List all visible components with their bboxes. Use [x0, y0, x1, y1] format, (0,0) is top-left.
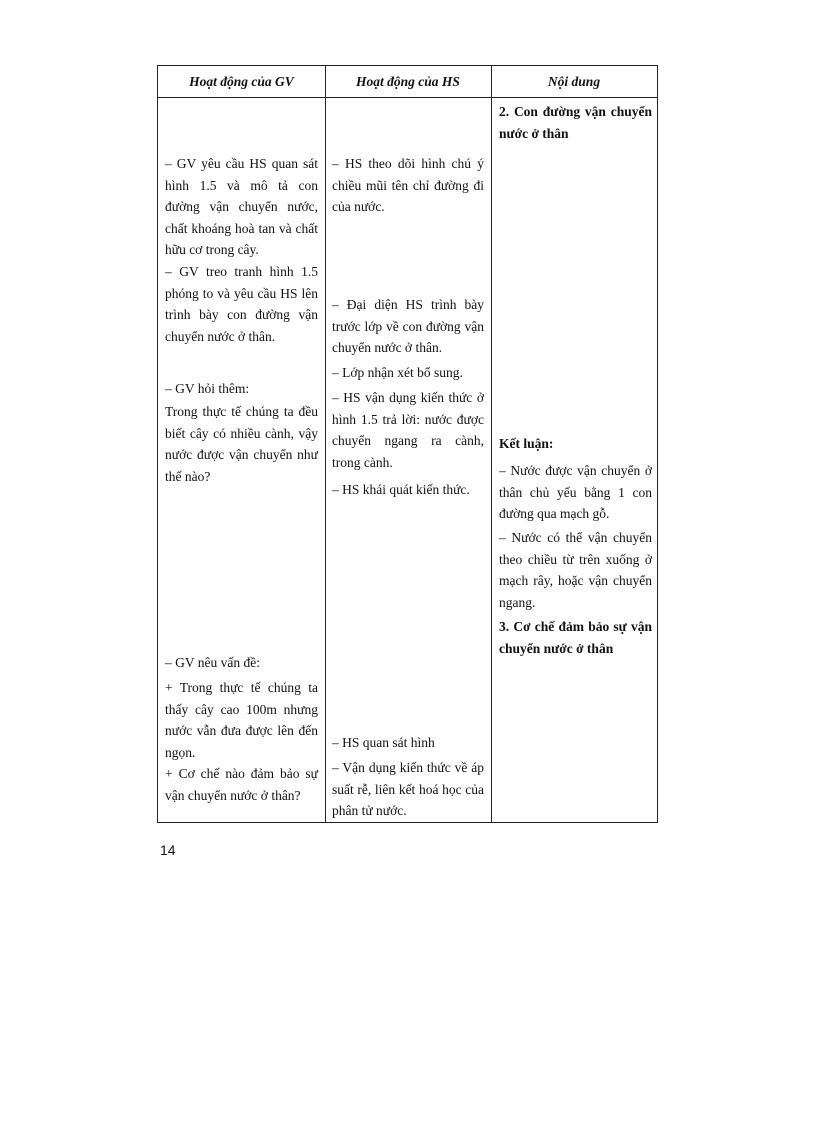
hs-activity: – HS quan sát hình	[332, 735, 435, 750]
section-heading: 3. Cơ chế đảm bảo sự vận chuyển nước ở thân	[499, 619, 652, 656]
hs-activity: – Lớp nhận xét bổ sung.	[332, 365, 463, 380]
column-divider	[491, 66, 492, 822]
content-item: – Nước có thể vận chuyển theo chiều từ trên xuống ở mạch rây, hoặc vận chuyển ngang.	[499, 530, 652, 610]
hs-activity: – Đại diện HS trình bày trước lớp về con đường vận chuyển nước ở thân.	[332, 297, 484, 355]
hs-activity: – HS khái quát kiến thức.	[332, 482, 470, 497]
gv-activity: – GV treo tranh hình 1.5 phóng to và yêu cầu HS lên trình bày con đường vận chuyển nước ở thân.	[165, 264, 318, 344]
gv-activity: – GV hỏi thêm:	[165, 381, 250, 396]
hs-activity: – Vận dụng kiến thức về áp suất rễ, liên kết hoá học của phân tử nước.	[332, 760, 484, 818]
hs-activity: – HS vận dụng kiến thức ở hình 1.5 trả lời: nước được chuyển ngang ra cành, trong cành.	[332, 390, 484, 470]
lesson-table	[157, 65, 658, 823]
gv-activity: – GV yêu cầu HS quan sát hình 1.5 và mô tả con đường vận chuyển nước, chất khoáng hoà tan và chất hữu cơ trong cây.	[165, 156, 318, 257]
column-divider	[325, 66, 326, 822]
gv-activity: – GV nêu vấn đề:	[165, 655, 260, 670]
content-item: – Nước được vận chuyển ở thân chủ yếu bằng 1 con đường qua mạch gỗ.	[499, 463, 652, 521]
gv-activity: + Cơ chế nào đảm bảo sự vận chuyển nước ở thân?	[165, 766, 318, 803]
hs-activity: – HS theo dõi hình chú ý chiều mũi tên chỉ đường đi của nước.	[332, 156, 484, 214]
conclusion-label: Kết luận:	[499, 436, 554, 451]
header-noi-dung: Nội dung	[547, 74, 601, 89]
gv-activity: + Trong thực tế chúng ta thấy cây cao 100m nhưng nước vẫn đưa được lên đến ngọn.	[165, 680, 318, 760]
header-hs: Hoạt động của HS	[356, 74, 460, 89]
header-gv: Hoạt động của GV	[189, 74, 294, 89]
header-divider	[158, 97, 657, 98]
page-number: 14	[160, 842, 176, 858]
section-heading: 2. Con đường vận chuyển nước ở thân	[499, 104, 652, 141]
gv-activity: Trong thực tế chúng ta đều biết cây có nhiều cành, vậy nước được vận chuyển như thế nào?	[165, 404, 318, 484]
